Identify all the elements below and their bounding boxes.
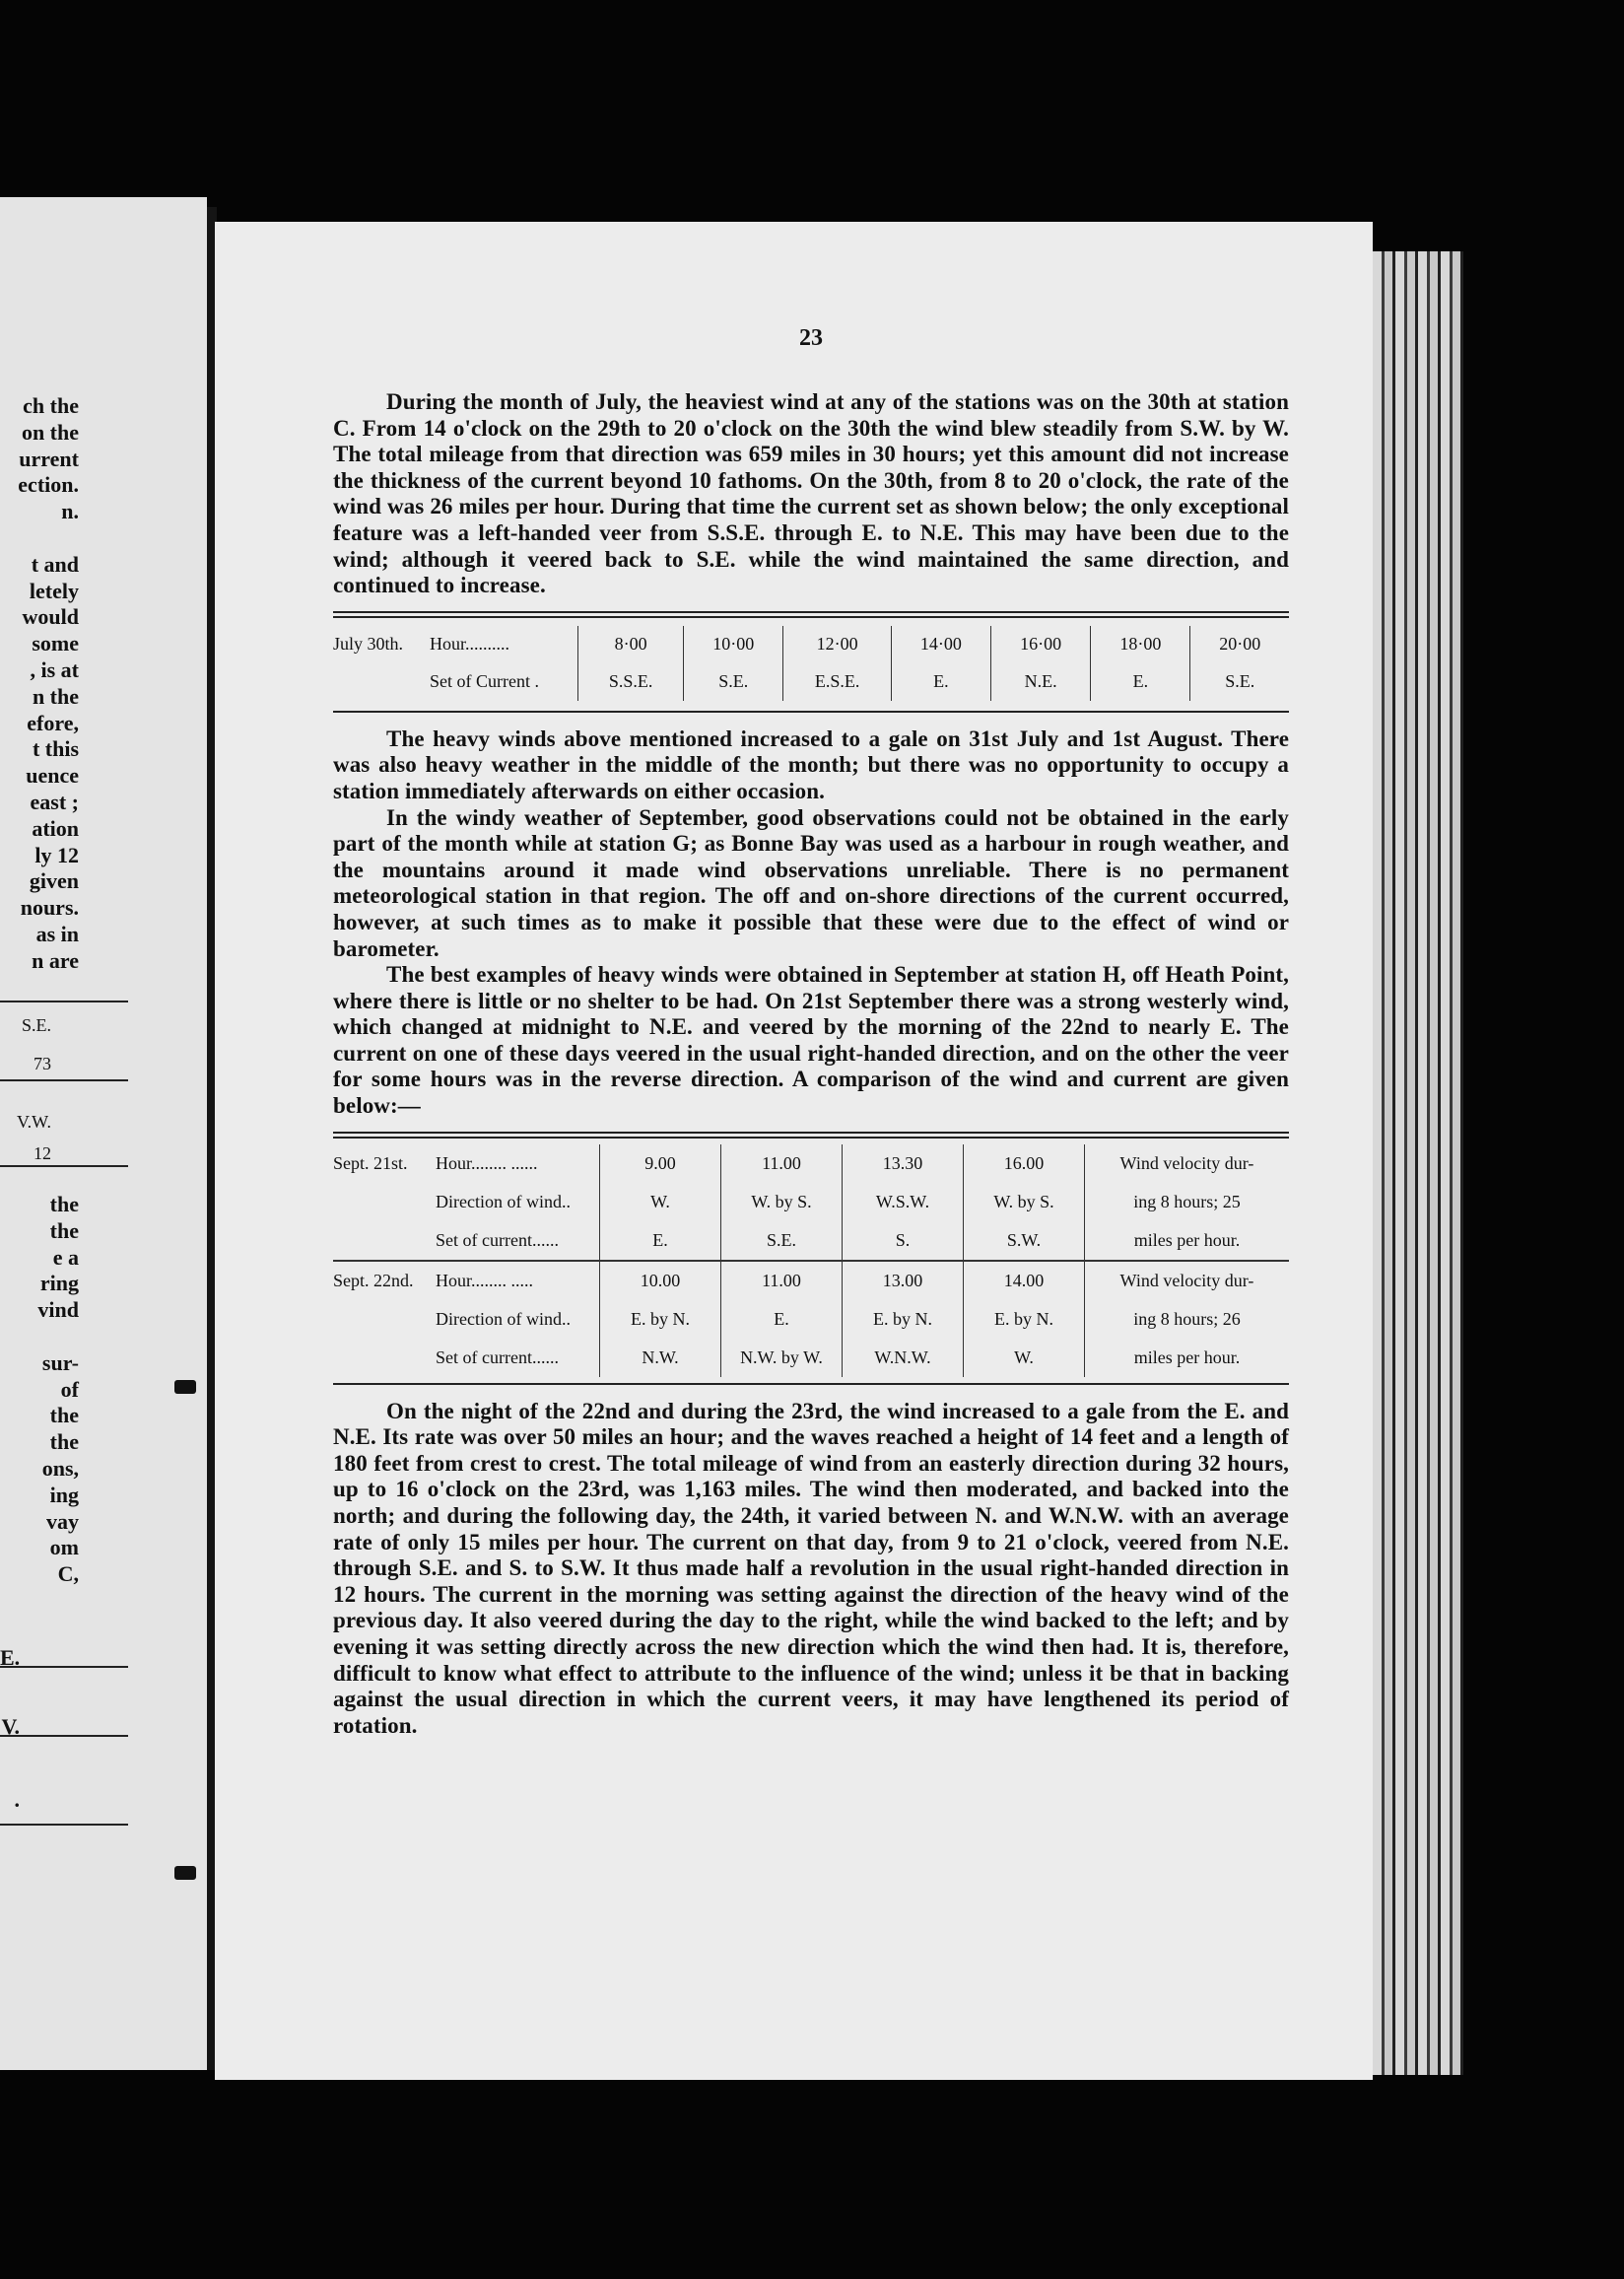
binding-thread-mark xyxy=(174,1380,196,1394)
left-page-fragment: vay xyxy=(46,1508,79,1534)
table-cell: N.W. by W. xyxy=(721,1339,843,1377)
left-page-rule xyxy=(0,1735,128,1737)
table-cell: W. by S. xyxy=(721,1183,843,1221)
table-note: miles per hour. xyxy=(1085,1339,1290,1377)
left-page-fragment: of xyxy=(60,1376,79,1402)
table-row xyxy=(333,1300,1289,1339)
left-page-fragment: , is at xyxy=(30,657,79,682)
left-page-rule xyxy=(0,1079,128,1081)
left-page-table-fragment: S.E. xyxy=(21,1015,51,1035)
left-page-fragment: n. xyxy=(61,499,79,524)
table-cell: 11.00 xyxy=(721,1144,843,1183)
table-cell: 16.00 xyxy=(964,1144,1085,1183)
left-page-fragment: e a xyxy=(52,1244,79,1270)
table-row-label: Hour........ ..... xyxy=(436,1261,600,1300)
left-page-fragment: uence xyxy=(26,763,79,789)
table-cell: W. by S. xyxy=(964,1183,1085,1221)
left-page-fragment: ly 12 xyxy=(34,842,79,867)
table-cell: 18·00 xyxy=(1091,626,1190,663)
left-page-fragment: nours. xyxy=(20,895,79,921)
left-page-rule xyxy=(0,1666,128,1668)
left-page-fragment: n are xyxy=(32,947,79,973)
table-cell: 11.00 xyxy=(721,1261,843,1300)
table-cell: E. by N. xyxy=(600,1300,721,1339)
left-page-fragment: ons, xyxy=(41,1456,79,1481)
page-content xyxy=(333,325,1289,1739)
table-cell: S.E. xyxy=(684,663,783,701)
table-date: July 30th. xyxy=(333,634,404,655)
table-row xyxy=(333,1221,1289,1261)
left-page-fragment: sur- xyxy=(41,1349,79,1375)
table-row-label: Hour........ ...... xyxy=(436,1152,538,1173)
table-cell: S. xyxy=(843,1221,964,1261)
table-cell: S.E. xyxy=(721,1221,843,1261)
paragraph: In the windy weather of September, good observations could not be obtained in the early part of the month while at station G; as Bonne Bay was used as a harbour in rough weather, and the mountains around it made wind observations unreliable. There is no permanent meteorological station in that region. The off and on-shore directions of the current occurred, however, at such times as to make it possible that these were due to the effect of wind or barometer. xyxy=(333,804,1289,961)
table-date: Sept. 22nd. xyxy=(333,1261,436,1300)
table-cell: 13.30 xyxy=(843,1144,964,1183)
left-page-fragment: om xyxy=(49,1535,79,1560)
table-row xyxy=(333,1183,1289,1221)
table-bottom-rule xyxy=(333,711,1289,713)
binding-thread-mark xyxy=(174,1866,196,1880)
paragraph: The best examples of heavy winds were obtained in September at station H, off Heath Point, where there is little or no shelter to be had. On 21st September there was a strong westerly wind, which changed at midnight to N.E. and veered by the morning of the 22nd to nearly E. The current on one of these days veered in the usual right-handed direction, and on the other the veer for some hours was in the reverse direction. A comparison of the wind and current are given below:— xyxy=(333,962,1289,1119)
table-row-label: Direction of wind.. xyxy=(436,1308,571,1329)
table-cell: N.E. xyxy=(991,663,1091,701)
left-page-fragment: t this xyxy=(32,736,79,762)
left-page-table-fragment: V.W. xyxy=(16,1112,51,1132)
table-cell: S.S.E. xyxy=(578,663,684,701)
table-cell: E. by N. xyxy=(964,1300,1085,1339)
table-cell: 20·00 xyxy=(1190,626,1289,663)
left-page-fragment: ation xyxy=(32,815,79,841)
table-cell: 8·00 xyxy=(578,626,684,663)
left-page-fragment: east ; xyxy=(30,790,79,814)
left-page-fragment: letely xyxy=(29,578,79,603)
table-row xyxy=(333,663,1289,701)
wind-current-table-sept xyxy=(333,1144,1289,1377)
left-page-rule xyxy=(0,1165,128,1167)
left-page-fragment: the xyxy=(49,1429,79,1455)
table-note: ing 8 hours; 26 xyxy=(1085,1300,1290,1339)
table-note: ing 8 hours; 25 xyxy=(1085,1183,1290,1221)
table-cell: 9.00 xyxy=(600,1144,721,1183)
table-row xyxy=(333,626,1289,663)
left-page-rule xyxy=(0,1001,128,1002)
left-page-fragment: efore, xyxy=(27,710,79,735)
left-page-fragment: as in xyxy=(35,922,79,946)
table-row xyxy=(333,1261,1289,1300)
table-cell: E. xyxy=(1091,663,1190,701)
table-cell: W.N.W. xyxy=(843,1339,964,1377)
left-page-fragment: the xyxy=(49,1192,79,1216)
table-cell: E. xyxy=(721,1300,843,1339)
table-note: Wind velocity dur- xyxy=(1085,1144,1290,1183)
page-number: 23 xyxy=(799,325,823,351)
table-row xyxy=(333,1339,1289,1377)
left-page-fragment: urrent xyxy=(19,446,79,471)
table-cell: E.S.E. xyxy=(783,663,891,701)
table-cell: 16·00 xyxy=(991,626,1091,663)
table-top-rule xyxy=(333,1132,1289,1139)
left-page-table-fragment: 73 xyxy=(34,1054,51,1073)
left-page-fragment: n the xyxy=(32,683,79,709)
table-row xyxy=(333,1144,1289,1183)
paragraph: The heavy winds above mentioned increased to a gale on 31st July and 1st August. There was also heavy weather in the middle of the month; but there was no opportunity to occupy a station immediately afterwards on either occasion. xyxy=(333,725,1289,803)
table-row-label: Set of current...... xyxy=(436,1347,559,1367)
table-cell: 14.00 xyxy=(964,1261,1085,1300)
table-cell: S.W. xyxy=(964,1221,1085,1261)
left-page-fragment: ring xyxy=(39,1271,79,1296)
table-cell: W. xyxy=(964,1339,1085,1377)
table-cell: N.W. xyxy=(600,1339,721,1377)
left-page-fragment: the xyxy=(49,1217,79,1243)
left-page-fragment: V. xyxy=(1,1714,20,1739)
left-page-fragment: t and xyxy=(31,551,79,577)
table-cell: 10·00 xyxy=(684,626,783,663)
table-cell: E. xyxy=(891,663,990,701)
table-row-label: Direction of wind.. xyxy=(436,1191,571,1211)
left-page-fragment: some xyxy=(32,631,79,656)
left-page-fragment: the xyxy=(49,1403,79,1428)
left-page-fragment: given xyxy=(29,868,79,894)
table-note: Wind velocity dur- xyxy=(1085,1261,1290,1300)
left-page-fragment: E. xyxy=(0,1645,21,1670)
table-row-label: Set of Current . xyxy=(430,671,539,692)
left-page-fragment: C, xyxy=(57,1561,79,1587)
table-note: miles per hour. xyxy=(1085,1221,1290,1261)
table-cell: S.E. xyxy=(1190,663,1289,701)
current-table-july xyxy=(333,626,1289,701)
left-page-fragment: vind xyxy=(37,1297,79,1323)
table-cell: W. xyxy=(600,1183,721,1221)
left-page-fragment: ing xyxy=(49,1482,79,1507)
table-cell: W.S.W. xyxy=(843,1183,964,1221)
table-cell: 12·00 xyxy=(783,626,891,663)
left-page-rule xyxy=(0,1824,128,1826)
page-edges xyxy=(1373,251,1463,2075)
left-page-fragment: ch the xyxy=(23,393,79,418)
table-top-rule xyxy=(333,611,1289,618)
table-cell: 14·00 xyxy=(891,626,990,663)
table-cell: 13.00 xyxy=(843,1261,964,1300)
document-page xyxy=(215,222,1373,2080)
left-page-fragment: would xyxy=(22,604,79,630)
paragraph: During the month of July, the heaviest wind at any of the stations was on the 30th at station C. From 14 o'clock on the 29th to 20 o'clock on the 30th the wind blew steadily from S.W. by W. The total mileage from that direction was 659 miles in 30 hours; yet this amount did not increase the thickness of the current beyond 10 fathoms. On the 30th, from 8 to 20 o'clock, the rate of the wind was 26 miles per hour. During that time the current set as shown below; the only exceptional feature was a left-handed veer from S.S.E. through E. to N.E. This may have been due to the wind; although it veered back to S.E. while the wind maintained the same direction, and continued to increase. xyxy=(333,389,1289,598)
left-page-fragment: . xyxy=(14,1787,20,1812)
table-row-label: Hour.......... xyxy=(430,634,509,655)
table-cell: E. xyxy=(600,1221,721,1261)
left-page-fragment: on the xyxy=(21,419,79,445)
left-page-fragment: ection. xyxy=(18,472,79,498)
table-row-label: Set of current...... xyxy=(436,1229,559,1250)
paragraph: On the night of the 22nd and during the 23rd, the wind increased to a gale from the E. and N.E. Its rate was over 50 miles an hour; and the waves reached a height of 14 feet and a length of 180 feet from crest to crest. The total mileage of wind from an easterly direction during 32 hours, up to 16 o'clock on the 23rd, was 1,163 miles. The wind then moderated, and backed into the north; and during the following day, the 24th, it varied between N. and W.N.W. with an average rate of only 15 miles per hour. The current on that day, from 9 to 21 o'clock, veered from N.E. through S.E. and S. to S.W. It thus made half a revolution in the usual right-handed direction in 12 hours. The current in the morning was setting against the direction of the heavy wind of the previous day. It also veered during the day to the right, while the wind backed to the left; and by evening it was setting directly across the new direction which the wind then had. It is, therefore, difficult to know what effect to attribute to the influence of the wind; unless it be that in backing against the usual direction in which the current veers, it may have lengthened its period of rotation. xyxy=(333,1398,1289,1738)
table-date: Sept. 21st. xyxy=(333,1152,408,1173)
left-page-table-fragment: 12 xyxy=(34,1143,51,1163)
table-cell: E. by N. xyxy=(843,1300,964,1339)
table-cell: 10.00 xyxy=(600,1261,721,1300)
table-bottom-rule xyxy=(333,1383,1289,1385)
